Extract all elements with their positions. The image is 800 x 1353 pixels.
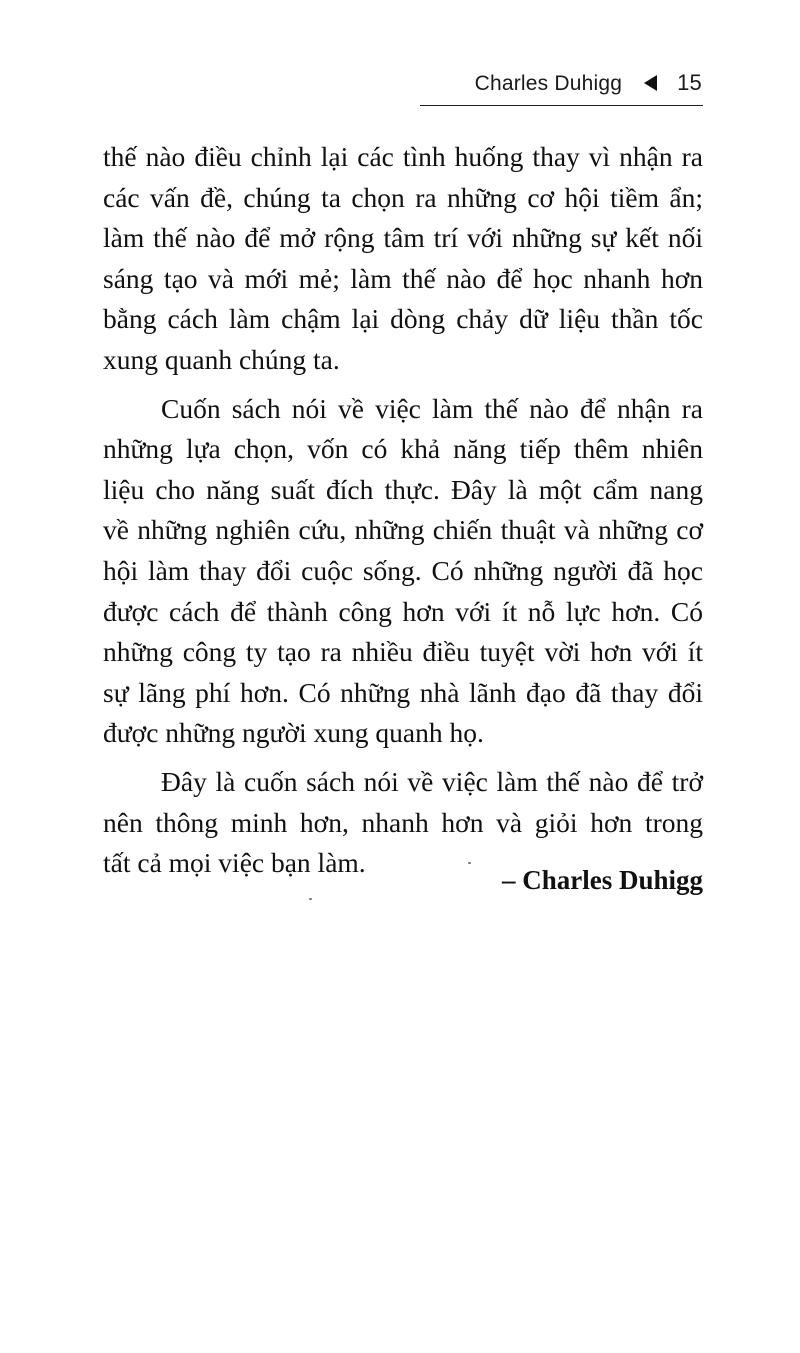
text-line: xung quanh chúng ta. bbox=[103, 343, 340, 375]
text-line: về những nghiên cứu, những chiến thuật và những cơ bbox=[103, 514, 703, 546]
text-line: hội làm thay đổi cuộc sống. Có những người đã học bbox=[103, 554, 703, 586]
text-line: được cách để thành công hơn với ít nỗ lực hơn. Có bbox=[103, 595, 703, 627]
header-rule bbox=[420, 105, 703, 106]
paragraph-2 bbox=[103, 389, 703, 754]
left-arrow-icon bbox=[644, 75, 657, 91]
running-head bbox=[475, 72, 702, 94]
text-line: thế nào điều chỉnh lại các tình huống thay vì nhận ra bbox=[103, 141, 703, 172]
text-line: những lựa chọn, vốn có khả năng tiếp thêm nhiên bbox=[103, 433, 703, 465]
text-line: các vấn đề, chúng ta chọn ra những cơ hội tiềm ẩn; bbox=[103, 181, 703, 213]
text-line: Cuốn sách nói về việc làm thế nào để nhận ra bbox=[161, 392, 703, 424]
body-text bbox=[103, 137, 703, 892]
print-speck bbox=[468, 862, 471, 864]
running-head-author: Charles Duhigg bbox=[474, 71, 623, 95]
signature: – Charles Duhigg bbox=[501, 865, 703, 895]
text-line: tất cả mọi việc bạn làm. bbox=[103, 847, 366, 879]
text-line: làm thế nào để mở rộng tâm trí với những sự kết nối bbox=[103, 222, 703, 254]
text-line: được những người xung quanh họ. bbox=[103, 717, 484, 749]
page-number: 15 bbox=[677, 70, 702, 95]
text-line: bằng cách làm chậm lại dòng chảy dữ liệu thần tốc bbox=[103, 303, 703, 335]
text-line: liệu cho năng suất đích thực. Đây là một cẩm nang bbox=[103, 473, 703, 505]
print-speck bbox=[309, 898, 312, 900]
text-line: sáng tạo và mới mẻ; làm thế nào để học nhanh hơn bbox=[103, 262, 703, 294]
text-line: Đây là cuốn sách nói về việc làm thế nào để trở bbox=[161, 765, 703, 797]
text-line: những công ty tạo ra nhiều điều tuyệt vời hơn với ít bbox=[103, 636, 703, 668]
paragraph-1 bbox=[103, 137, 703, 381]
text-line: nên thông minh hơn, nhanh hơn và giỏi hơn trong bbox=[103, 806, 703, 838]
text-line: sự lãng phí hơn. Có những nhà lãnh đạo đã thay đổi bbox=[103, 676, 703, 708]
